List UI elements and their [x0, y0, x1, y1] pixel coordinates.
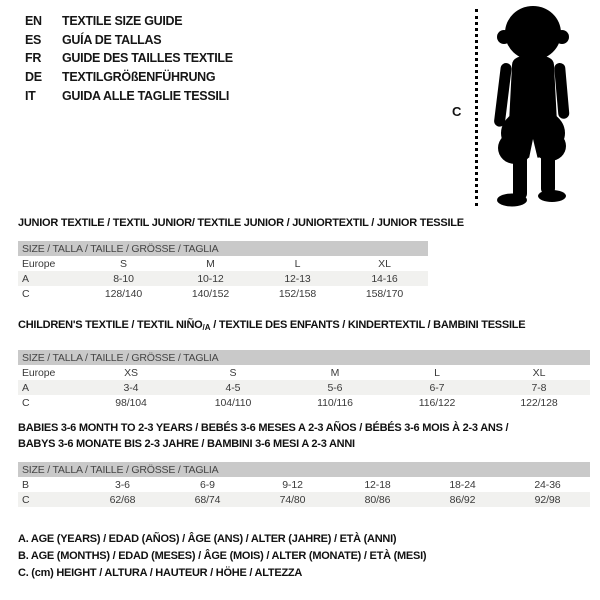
size-cell: XL: [532, 366, 546, 379]
value-cell: 12-13: [284, 272, 311, 285]
value-cell: 24-36: [534, 478, 561, 491]
children-size-table: [18, 350, 590, 410]
table-row: [18, 286, 428, 301]
size-cell: M: [330, 366, 340, 379]
value-cell: 128/140: [104, 287, 143, 300]
table-row: [18, 380, 590, 395]
value-cell: 104/110: [214, 396, 252, 409]
table-row: [18, 256, 428, 271]
language-row-en: [25, 12, 233, 31]
size-header-bar: SIZE / TALLA / TAILLE / GRÖSSE / TAGLIA: [18, 241, 428, 256]
table-row: [18, 365, 590, 380]
size-cell: XS: [124, 366, 138, 379]
value-cell: 116/122: [418, 396, 456, 409]
height-measure-dotted-line: [475, 9, 478, 206]
table-row: [18, 271, 428, 286]
junior-size-table: [18, 241, 428, 301]
babies-section-title: [18, 421, 508, 452]
babies-size-table: [18, 462, 590, 507]
language-code: EN: [25, 14, 42, 29]
row-label: C: [22, 287, 30, 300]
value-cell: 62/68: [109, 493, 136, 506]
language-row-it: [25, 86, 233, 105]
row-label: B: [22, 478, 29, 491]
language-list: [25, 12, 233, 105]
baby-silhouette-icon: [486, 5, 580, 210]
value-cell: 3-6: [115, 478, 130, 491]
language-title: GUIDE DES TAILLES TEXTILE: [62, 51, 233, 66]
table-row: [18, 492, 590, 507]
size-cell: L: [294, 257, 301, 270]
value-cell: 7-8: [531, 381, 547, 394]
value-cell: 6-7: [429, 381, 445, 394]
children-title-pre: CHILDREN'S TEXTILE / TEXTIL NIÑO: [18, 319, 203, 331]
children-section-title: [18, 318, 525, 336]
legend-line-a: A. AGE (YEARS) / EDAD (AÑOS) / ÂGE (ANS) / ALTER (JAHRE) / ETÀ (ANNI): [18, 533, 397, 545]
value-cell: 68/74: [194, 493, 221, 506]
value-cell: 18-24: [449, 478, 476, 491]
children-title-sub: /A: [202, 323, 211, 332]
language-code: DE: [25, 70, 42, 85]
language-code: FR: [25, 51, 42, 66]
value-cell: 10-12: [197, 272, 224, 285]
junior-section-title: JUNIOR TEXTILE / TEXTIL JUNIOR/ TEXTILE JUNIOR / JUNIORTEXTIL / JUNIOR TESSILE: [18, 217, 464, 229]
value-cell: 4-5: [225, 381, 241, 394]
babies-title-line1: BABIES 3-6 MONTH TO 2-3 YEARS / BEBÉS 3-6 MESES A 2-3 AÑOS / BÉBÉS 3-6 MOIS À 2-3 ANS /: [18, 422, 509, 434]
value-cell: 74/80: [279, 493, 306, 506]
row-label: Europe: [22, 257, 56, 270]
size-header-bar: SIZE / TALLA / TAILLE / GRÖSSE / TAGLIA: [18, 462, 590, 477]
value-cell: 80/86: [364, 493, 391, 506]
size-cell: S: [120, 257, 127, 270]
value-cell: 140/152: [191, 287, 230, 300]
value-cell: 6-9: [200, 478, 215, 491]
table-row: [18, 477, 590, 492]
legend-line-b: B. AGE (MONTHS) / EDAD (MESES) / ÂGE (MOIS) / ALTER (MONATE) / ETÀ (MESI): [18, 550, 427, 563]
row-label: A: [22, 381, 29, 394]
table-row: [18, 395, 590, 410]
language-row-fr: [25, 49, 233, 68]
babies-title-line2: BABYS 3-6 MONATE BIS 2-3 JAHRE / BAMBINI 3-6 MESI A 2-3 ANNI: [18, 437, 355, 450]
value-cell: 158/170: [365, 287, 404, 300]
value-cell: 92/98: [534, 493, 561, 506]
value-cell: 110/116: [317, 396, 353, 409]
size-cell: S: [229, 366, 237, 379]
value-cell: 9-12: [282, 478, 303, 491]
value-cell: 86/92: [449, 493, 476, 506]
size-cell: L: [434, 366, 440, 379]
language-code: IT: [25, 88, 36, 103]
legend-line-c: C. (cm) HEIGHT / ALTURA / HAUTEUR / HÖHE / ALTEZZA: [18, 567, 303, 580]
value-cell: 14-16: [371, 272, 398, 285]
value-cell: 5-6: [327, 381, 343, 394]
row-label: A: [22, 272, 29, 285]
language-row-de: [25, 68, 233, 87]
value-cell: 3-4: [123, 381, 139, 394]
children-title-post: / TEXTILE DES ENFANTS / KINDERTEXTIL / BAMBINI TESSILE: [210, 319, 526, 331]
value-cell: 152/158: [278, 287, 317, 300]
value-cell: 12-18: [364, 478, 391, 491]
row-label: Europe: [22, 366, 56, 379]
language-title: GUIDA ALLE TAGLIE TESSILI: [62, 88, 230, 103]
value-cell: 98/104: [115, 396, 147, 409]
row-label: C: [22, 396, 30, 409]
height-measure-label: C: [452, 104, 462, 119]
size-cell: M: [206, 257, 215, 270]
size-header-bar: SIZE / TALLA / TAILLE / GRÖSSE / TAGLIA: [18, 350, 590, 365]
language-row-es: [25, 31, 233, 50]
size-cell: XL: [378, 257, 391, 270]
row-label: C: [22, 493, 30, 506]
language-title: TEXTILGRÖßENFÜHRUNG: [62, 70, 216, 85]
value-cell: 8-10: [113, 272, 134, 285]
language-code: ES: [25, 32, 42, 47]
language-title: TEXTILE SIZE GUIDE: [62, 14, 183, 29]
value-cell: 122/128: [520, 396, 558, 409]
language-title: GUÍA DE TALLAS: [62, 32, 162, 47]
legend: [18, 531, 426, 583]
